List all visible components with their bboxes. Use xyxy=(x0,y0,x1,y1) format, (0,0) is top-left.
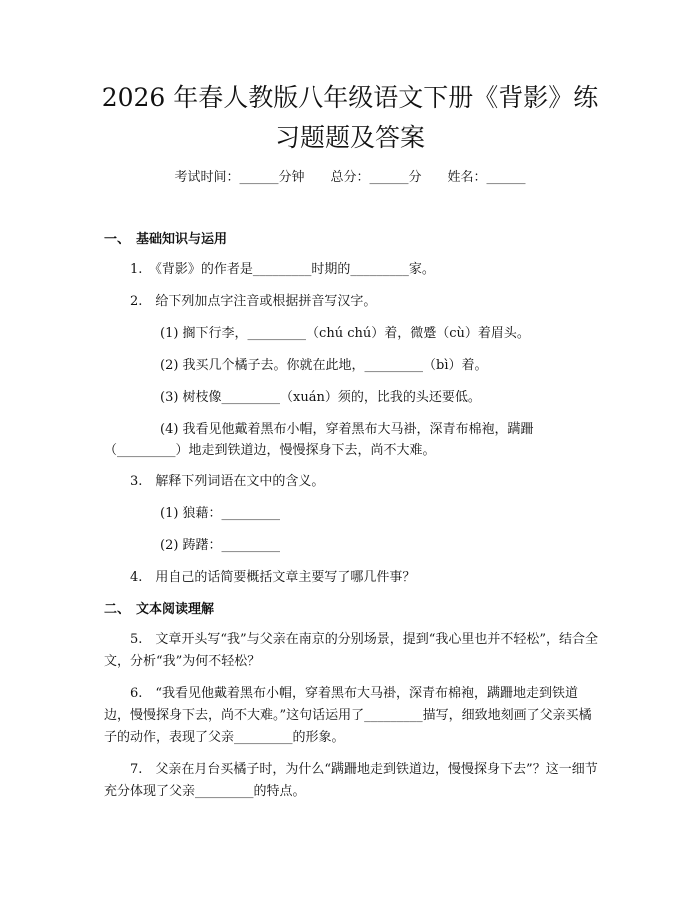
question-7: 7. 父亲在月台买橘子时，为什么“蹒跚地走到铁道边，慢慢探身下去”？这一细节充分体现了父亲_________的特点。 xyxy=(104,762,598,799)
title-line-2: 习题题及答案 xyxy=(274,123,425,152)
exam-meta xyxy=(0,168,700,188)
exam-score: 总分：______分 xyxy=(330,170,422,185)
section-label: 文本阅读理解 xyxy=(136,602,215,617)
question-2-4-line-1: (4) 我看见他戴着黑布小帽，穿着黑布大马褂，深青布棉袍，蹒跚 xyxy=(160,422,534,437)
section-number: 一、 xyxy=(104,232,131,247)
question-2: 2. 给下列加点字注音或根据拼音写汉字。 xyxy=(130,294,377,309)
page-title xyxy=(60,78,640,158)
question-3-2: (2) 踌躇：_________ xyxy=(160,538,281,553)
question-1: 1. 《背影》的作者是_________时期的_________家。 xyxy=(130,262,435,277)
exam-time: 考试时间：______分钟 xyxy=(174,170,305,185)
question-2-1: (1) 搁下行李，_________（chú chú）着，微蹙（cù）着眉头。 xyxy=(160,326,530,341)
question-2-3: (3) 树枝像_________（xuán）须的，比我的头还要低。 xyxy=(160,390,481,405)
question-4: 4. 用自己的话简要概括文章主要写了哪几件事？ xyxy=(130,570,416,585)
question-3-1: (1) 狼藉：_________ xyxy=(160,506,281,521)
question-2-4-line-2: （_________）地走到铁道边，慢慢探身下去，尚不大难。 xyxy=(104,443,436,458)
question-6: 6. “我看见他戴着黑布小帽，穿着黑布大马褂，深青布棉袍，蹒跚地走到铁道边，慢慢探身下去，尚不大难。”这句话运用了_________描写，细致地刻画了父亲买橘子的动作，表现了父亲_________的形象。 xyxy=(104,686,592,745)
section-heading-2 xyxy=(104,600,214,620)
title-line-1: 2026 年春人教版八年级语文下册《背影》练 xyxy=(101,83,599,112)
question-3: 3. 解释下列词语在文中的含义。 xyxy=(130,474,325,489)
section-number: 二、 xyxy=(104,602,131,617)
question-5: 5. 文章开头写“我”与父亲在南京的分别场景，提到“我心里也并不轻松”，结合全文，分析“我”为何不轻松？ xyxy=(104,632,598,669)
question-2-2: (2) 我买几个橘子去。你就在此地，_________（bì）着。 xyxy=(160,358,488,373)
section-label: 基础知识与运用 xyxy=(136,232,228,247)
student-name: 姓名：______ xyxy=(447,170,526,185)
section-heading-1 xyxy=(104,230,227,250)
